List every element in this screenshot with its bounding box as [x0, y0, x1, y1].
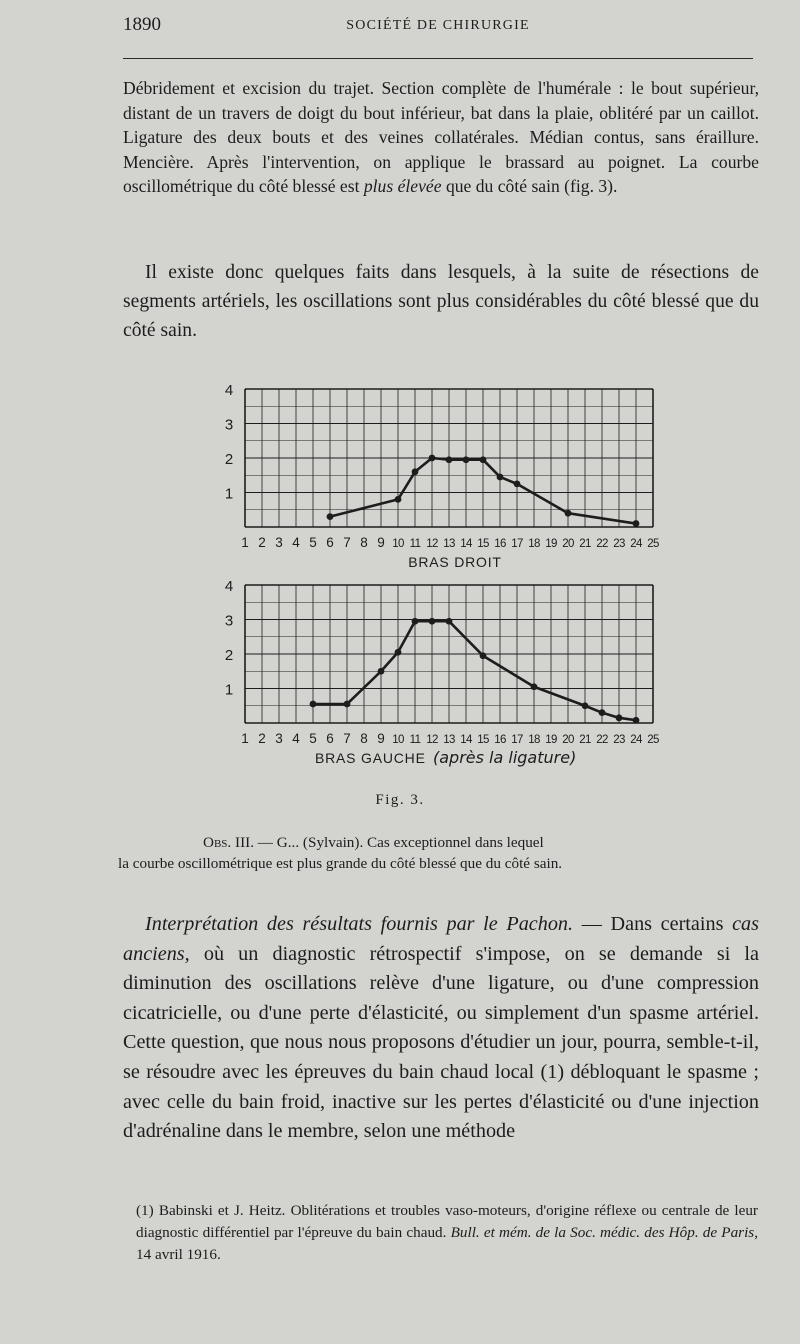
- chart-2-xtick-16: 16: [494, 734, 506, 746]
- chart-1-xtick-24: 24: [630, 538, 642, 550]
- chart-2-data-point: [633, 717, 640, 724]
- chart-2-xtick-12: 12: [426, 734, 438, 746]
- chart-1-xtick-25: 25: [647, 538, 659, 550]
- chart-1-data-point: [429, 455, 436, 462]
- paragraph-interpretation: [123, 910, 759, 1147]
- chart-2-xtick-19: 19: [545, 734, 557, 746]
- chart-bras-droit: [215, 362, 685, 577]
- chart-2-xtick-25: 25: [647, 734, 659, 746]
- chart-1-xtick-9: 9: [377, 535, 385, 550]
- chart-2-data-point: [446, 618, 453, 625]
- chart-2-grid: [245, 585, 653, 723]
- figure-caption: [118, 832, 763, 874]
- chart-1-data-point: [446, 456, 453, 463]
- caption-line-2: la courbe oscillométrique est plus grande du côté blessé que du côté sain.: [118, 855, 563, 872]
- chart-2-xtick-1: 1: [241, 731, 249, 746]
- chart-1-xtick-8: 8: [360, 535, 368, 550]
- paragraph-conclusion: Il existe donc quelques faits dans lesquels, à la suite de résections de segments artériels, les oscillations sont plus considérables du côté blessé que du côté sain.: [123, 262, 759, 341]
- chart-1-xtick-1: 1: [241, 535, 249, 550]
- chart-1-xtick-21: 21: [579, 538, 591, 550]
- chart-2-ytick-3: 3: [224, 612, 234, 630]
- chart-2-xtick-15: 15: [477, 734, 489, 746]
- chart-2-annotation: (après la ligature): [433, 748, 577, 767]
- caption-line-1-rest: III. — G... (Sylvain). Cas exceptionnel dans lequel: [231, 834, 544, 851]
- chart-2-xtick-7: 7: [343, 731, 351, 746]
- chart-bras-droit-svg: [215, 362, 685, 577]
- chart-2-xtick-23: 23: [613, 734, 625, 746]
- chart-1-xtick-5: 5: [309, 535, 317, 550]
- chart-2-ytick-4: 4: [224, 578, 234, 595]
- chart-1-data-point: [480, 456, 487, 463]
- footnote-text: Babinski et J. Heitz. Oblitérations et troubles vaso-moteurs, d'origine réflexe ou centrale de leur diagnostic différentiel par l'épreuve du bain chaud.: [136, 1202, 758, 1241]
- running-head: [123, 14, 753, 44]
- chart-1-title: BRAS DROIT: [408, 554, 502, 570]
- chart-1-ytick-2: 2: [224, 451, 234, 468]
- chart-2-xtick-24: 24: [630, 734, 642, 746]
- paragraph-interpretation-emphasis: cas anciens,: [123, 913, 759, 965]
- paragraph-interpretation-b: où un diagnostic rétrospectif s'impose, on se demande si la diminution des oscillations relève d'une ligature, ou d'une compression cicatricielle, ou d'une perte d'élasticité, ou simplement d'un spasme artériel. Cette question, que nous nous proposons d'étudier un jour, pourra, semble-t-il, se résoudre avec les épreuves du bain chaud local (1) débloquant le spasme ; avec celle du bain froid, inactive sur les pertes d'élasticité ou d'une injection d'adrénaline dans le membre, selon une méthode: [123, 942, 759, 1143]
- chart-1-ytick-4: 4: [224, 382, 234, 399]
- chart-1-xtick-16: 16: [494, 538, 506, 550]
- chart-2-data-point: [582, 702, 589, 709]
- chart-2-xtick-10: 10: [392, 734, 404, 746]
- footnote-marker: (1): [136, 1202, 154, 1219]
- chart-1-data-point: [412, 468, 419, 475]
- paragraph-observation-end: que du côté sain (fig. 3).: [441, 176, 618, 196]
- chart-2-data-point: [616, 714, 623, 721]
- chart-1-xtick-2: 2: [258, 535, 266, 550]
- chart-1-xtick-10: 10: [392, 538, 404, 550]
- chart-2-xtick-21: 21: [579, 734, 591, 746]
- chart-2-xtick-4: 4: [292, 731, 300, 746]
- chart-1-data-point: [463, 456, 470, 463]
- chart-2-xtick-14: 14: [460, 734, 472, 746]
- chart-2-xtick-8: 8: [360, 731, 368, 746]
- chart-1-ytick-1: 1: [224, 485, 234, 503]
- chart-1-xtick-17: 17: [511, 538, 523, 550]
- chart-2-data-point: [531, 683, 538, 690]
- chart-1-xtick-13: 13: [443, 538, 455, 550]
- chart-2-data-point: [378, 668, 385, 675]
- chart-1-xtick-4: 4: [292, 535, 300, 550]
- footnote-source: Bull. et mém. de la Soc. médic. des Hôp. de Paris,: [450, 1224, 759, 1241]
- chart-1-xtick-12: 12: [426, 538, 438, 550]
- chart-2-data-point: [480, 652, 487, 659]
- chart-2-xtick-13: 13: [443, 734, 455, 746]
- paragraph-observation-emphasis: plus élevée: [363, 176, 442, 196]
- figure-label: Fig. 3.: [375, 792, 425, 808]
- chart-1-data-point: [565, 510, 572, 517]
- chart-2-ytick-2: 2: [224, 647, 234, 664]
- chart-2-xtick-18: 18: [528, 734, 540, 746]
- header-rule: [123, 58, 753, 59]
- paragraph-interpretation-title: Interprétation des résultats fournis par le Pachon.: [145, 913, 574, 935]
- chart-2-xtick-22: 22: [596, 734, 608, 746]
- chart-2-data-point: [412, 618, 419, 625]
- chart-2-xtick-9: 9: [377, 731, 385, 746]
- running-title: SOCIÉTÉ DE CHIRURGIE: [346, 18, 530, 33]
- footnote: [118, 1200, 758, 1266]
- chart-1-xtick-20: 20: [562, 538, 574, 550]
- chart-2-xtick-11: 11: [409, 734, 421, 746]
- chart-1-xtick-3: 3: [275, 535, 283, 550]
- chart-2-xtick-5: 5: [309, 731, 317, 746]
- chart-2-xtick-17: 17: [511, 734, 523, 746]
- chart-1-ytick-3: 3: [224, 416, 234, 434]
- chart-1-data-point: [514, 480, 521, 487]
- chart-1-xtick-6: 6: [326, 535, 334, 550]
- chart-2-xtick-20: 20: [562, 734, 574, 746]
- footnote-date: 14 avril 1916.: [136, 1246, 221, 1263]
- chart-1-xtick-18: 18: [528, 538, 540, 550]
- paragraph-observation: [123, 76, 759, 199]
- chart-1-data-point: [497, 474, 504, 481]
- chart-1-xtick-11: 11: [409, 538, 421, 550]
- chart-1-xtick-22: 22: [596, 538, 608, 550]
- chart-1-xtick-19: 19: [545, 538, 557, 550]
- chart-1-xtick-15: 15: [477, 538, 489, 550]
- footnote-body: [118, 1200, 758, 1266]
- caption-line-1: [118, 832, 763, 853]
- chart-2-data-point: [395, 649, 402, 656]
- chart-2-data-point: [344, 701, 351, 708]
- caption-obs: Obs.: [203, 834, 232, 851]
- chart-1-data-point: [395, 496, 402, 503]
- chart-1-data-point: [633, 520, 640, 527]
- chart-2-ytick-1: 1: [224, 681, 234, 699]
- chart-2-title: BRAS GAUCHE: [315, 750, 426, 766]
- chart-2-data-point: [599, 709, 606, 716]
- chart-1-data-point: [327, 513, 334, 520]
- page-number: 1890: [123, 14, 161, 35]
- chart-2-xtick-6: 6: [326, 731, 334, 746]
- chart-2-data-point: [310, 701, 317, 708]
- chart-1-xtick-14: 14: [460, 538, 472, 550]
- chart-2-xtick-3: 3: [275, 731, 283, 746]
- chart-1-xtick-7: 7: [343, 535, 351, 550]
- chart-bras-gauche-svg: [215, 558, 685, 778]
- chart-bras-gauche: [215, 558, 685, 778]
- chart-2-xtick-2: 2: [258, 731, 266, 746]
- chart-1-xtick-23: 23: [613, 538, 625, 550]
- paragraph-observation-text: Débridement et excision du trajet. Section complète de l'humérale : le bout supérieur, distant de un travers de doigt du bout inférieur, bat dans la plaie, oblitéré par un caillot. Ligature des deux bouts et des veines collatérales. Médian contus, sans éraillure. Mencière. Après l'intervention, on applique le brassard au poignet. La courbe oscillométrique du côté blessé est: [123, 78, 759, 196]
- paragraph-interpretation-a: — Dans certains: [573, 913, 733, 935]
- chart-2-data-point: [429, 618, 436, 625]
